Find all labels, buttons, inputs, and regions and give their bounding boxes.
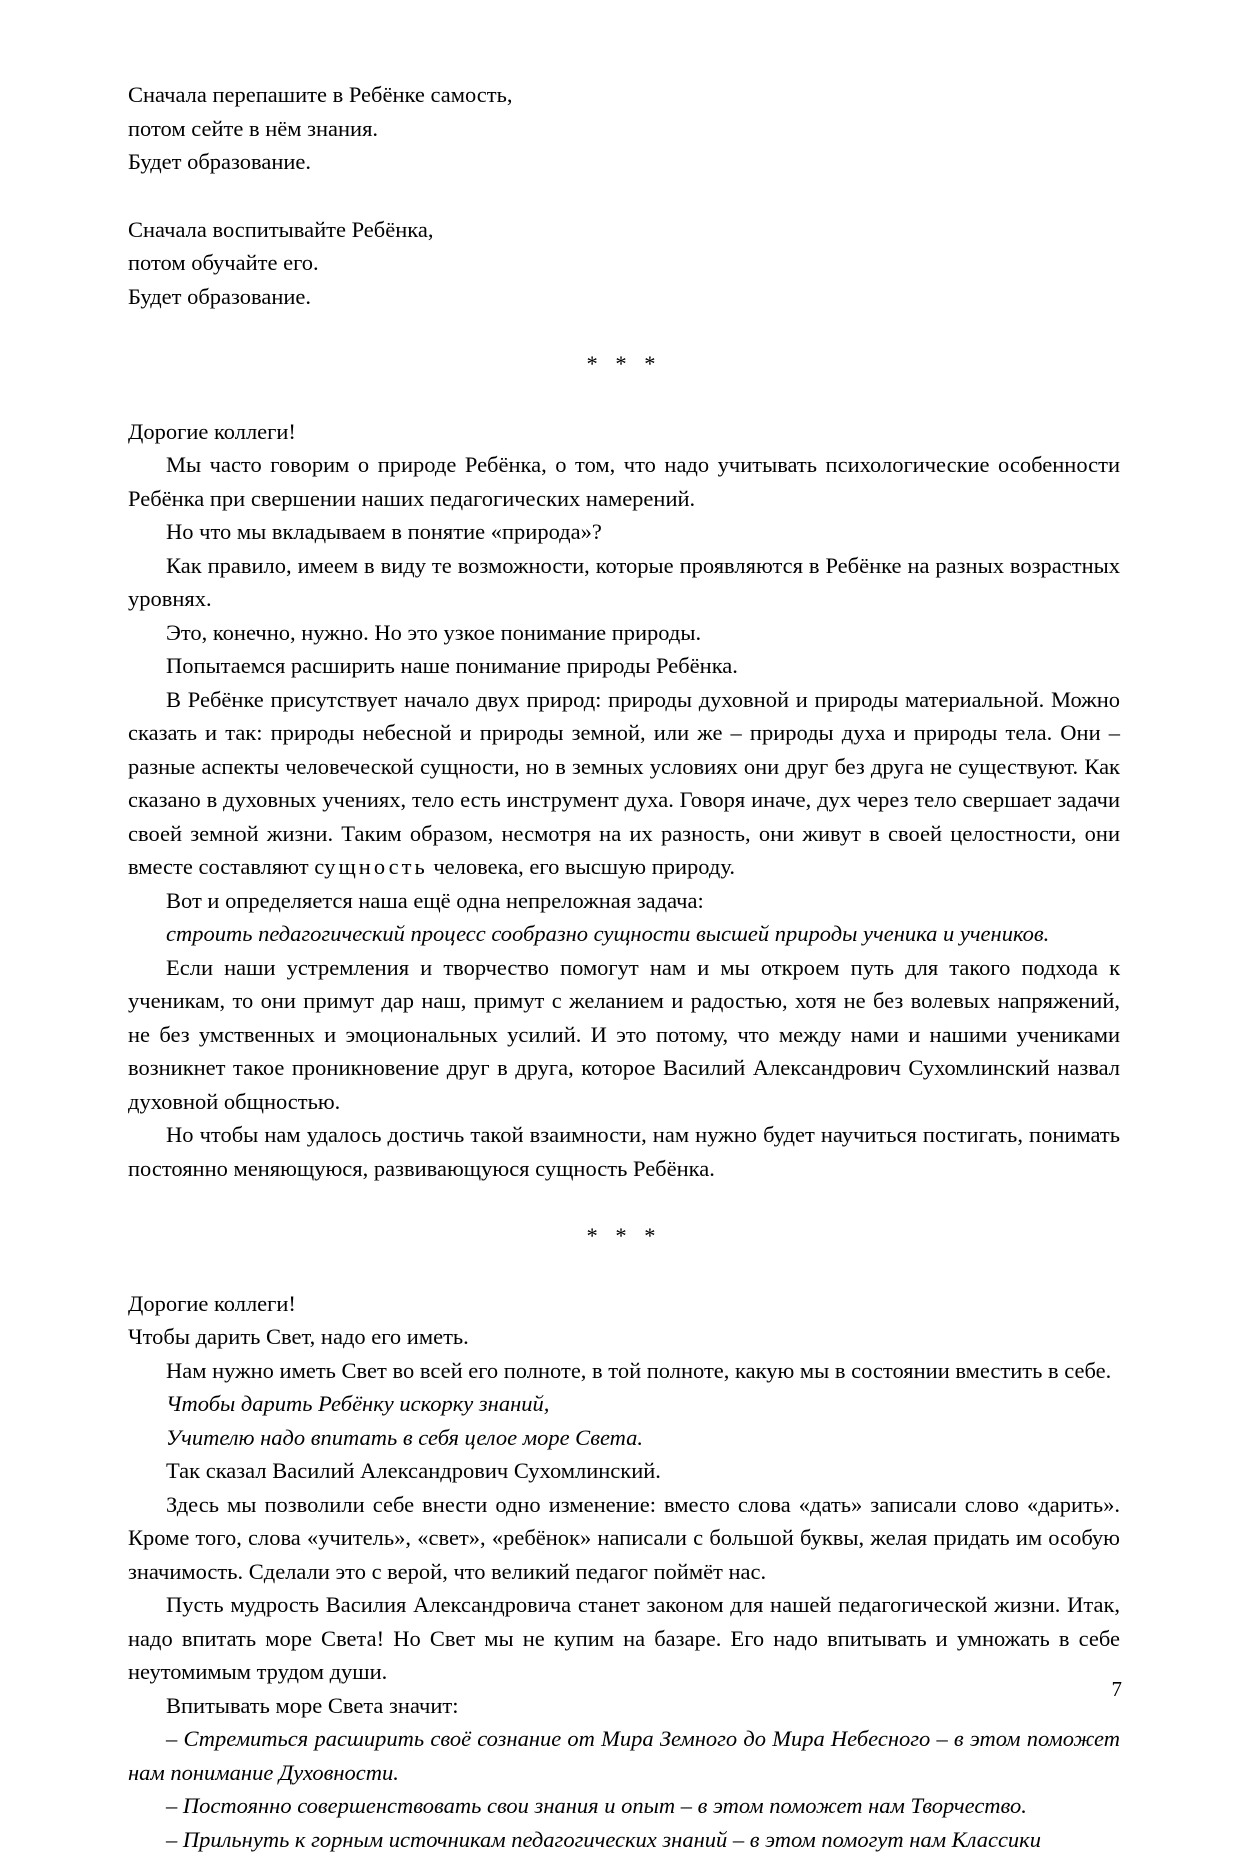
body-paragraph: Если наши устремления и творчество помогут нам и мы откроем путь для такого подхода к ученикам, то они примут дар наш, примут с желанием и радостью, хотя не без волевых напряжений, не без умственных и эмоциональных усилий. И это потому, что между нами и нашими учениками возникнет такое проникновение друг в друга, которое Василий Александрович Сухомлинский назвал духовной общностью.: [128, 951, 1120, 1119]
list-item: – Прильнуть к горным источникам педагогических знаний – в этом помогут нам Классики: [128, 1823, 1120, 1856]
paragraph-part-c: человека, его высшую природу.: [428, 854, 735, 879]
body-paragraph: Нам нужно иметь Свет во всей его полноте, в той полноте, какую мы в состоянии вместить в себе.: [128, 1354, 1120, 1388]
list-item: – Стремиться расширить своё сознание от Мира Земного до Мира Небесного – в этом поможет нам понимание Духовности.: [128, 1722, 1120, 1789]
section-divider: * * *: [128, 1219, 1120, 1253]
body-paragraph: Чтобы дарить Свет, надо его иметь.: [128, 1320, 1120, 1354]
body-paragraph: Как правило, имеем в виду те возможности, которые проявляются в Ребёнке на разных возрастных уровнях.: [128, 549, 1120, 616]
spacer: [128, 381, 1120, 415]
body-paragraph: Вот и определяется наша ещё одна непреложная задача:: [128, 884, 1120, 918]
spacer: [128, 313, 1120, 347]
italic-statement: строить педагогический процесс сообразно сущности высшей природы ученика и учеников.: [128, 917, 1120, 951]
verse-line: Сначала перепашите в Ребёнке самость,: [128, 78, 1120, 112]
spacer: [128, 1253, 1120, 1287]
spacer: [128, 179, 1120, 213]
page-number: 7: [1112, 1677, 1123, 1702]
body-paragraph-nature: [128, 683, 1120, 884]
verse-line: потом сейте в нём знания.: [128, 112, 1120, 146]
body-paragraph: Пусть мудрость Василия Александровича станет законом для нашей педагогической жизни. Итак, надо впитать море Света! Но Свет мы не купим на базаре. Его надо впитывать и умножать в себе неутомимым трудом души.: [128, 1588, 1120, 1689]
paragraph-part-a: В Ребёнке присутствует начало двух природ: природы духовной и природы материальной. Можно сказать и так: природы небесной и природы земной, или же – природы духа и природы тела. Они – разные аспекты человеческой сущности, но в земных условиях они друг без друга не существуют. Как сказано в духовных учениях, тело есть инструмент духа. Говоря иначе, дух через тело свершает задачи своей земной жизни. Таким образом, несмотря на их разность, они живут в своей целостности, они вместе составляют с: [128, 687, 1120, 880]
quote-line: Учителю надо впитать в себя целое море Света.: [128, 1421, 1120, 1455]
spacer: [128, 1185, 1120, 1219]
paragraph-emphasis-spaced: ущность: [324, 854, 428, 879]
section-divider: * * *: [128, 347, 1120, 381]
body-paragraph: Но чтобы нам удалось достичь такой взаимности, нам нужно будет научиться постигать, понимать постоянно меняющуюся, развивающуюся сущность Ребёнка.: [128, 1118, 1120, 1185]
body-paragraph: Впитывать море Света значит:: [128, 1689, 1120, 1723]
quote-line: Чтобы дарить Ребёнку искорку знаний,: [128, 1387, 1120, 1421]
verse-line: Сначала воспитывайте Ребёнка,: [128, 213, 1120, 247]
page-content: [128, 78, 1120, 1856]
body-paragraph: Мы часто говорим о природе Ребёнка, о том, что надо учитывать психологические особенности Ребёнка при свершении наших педагогических намерений.: [128, 448, 1120, 515]
verse-line: Будет образование.: [128, 280, 1120, 314]
verse-line: Будет образование.: [128, 145, 1120, 179]
verse-line: потом обучайте его.: [128, 246, 1120, 280]
body-paragraph: Попытаемся расширить наше понимание природы Ребёнка.: [128, 649, 1120, 683]
body-paragraph: Это, конечно, нужно. Но это узкое понимание природы.: [128, 616, 1120, 650]
list-item: – Постоянно совершенствовать свои знания и опыт – в этом поможет нам Творчество.: [128, 1789, 1120, 1823]
body-paragraph: Здесь мы позволили себе внести одно изменение: вместо слова «дать» записали слово «дарить». Кроме того, слова «учитель», «свет», «ребёнок» написали с большой буквы, желая придать им особую значимость. Сделали это с верой, что великий педагог поймёт нас.: [128, 1488, 1120, 1589]
body-paragraph: Так сказал Василий Александрович Сухомлинский.: [128, 1454, 1120, 1488]
greeting-paragraph: Дорогие коллеги!: [128, 415, 1120, 449]
greeting-paragraph: Дорогие коллеги!: [128, 1287, 1120, 1321]
body-paragraph: Но что мы вкладываем в понятие «природа»?: [128, 515, 1120, 549]
